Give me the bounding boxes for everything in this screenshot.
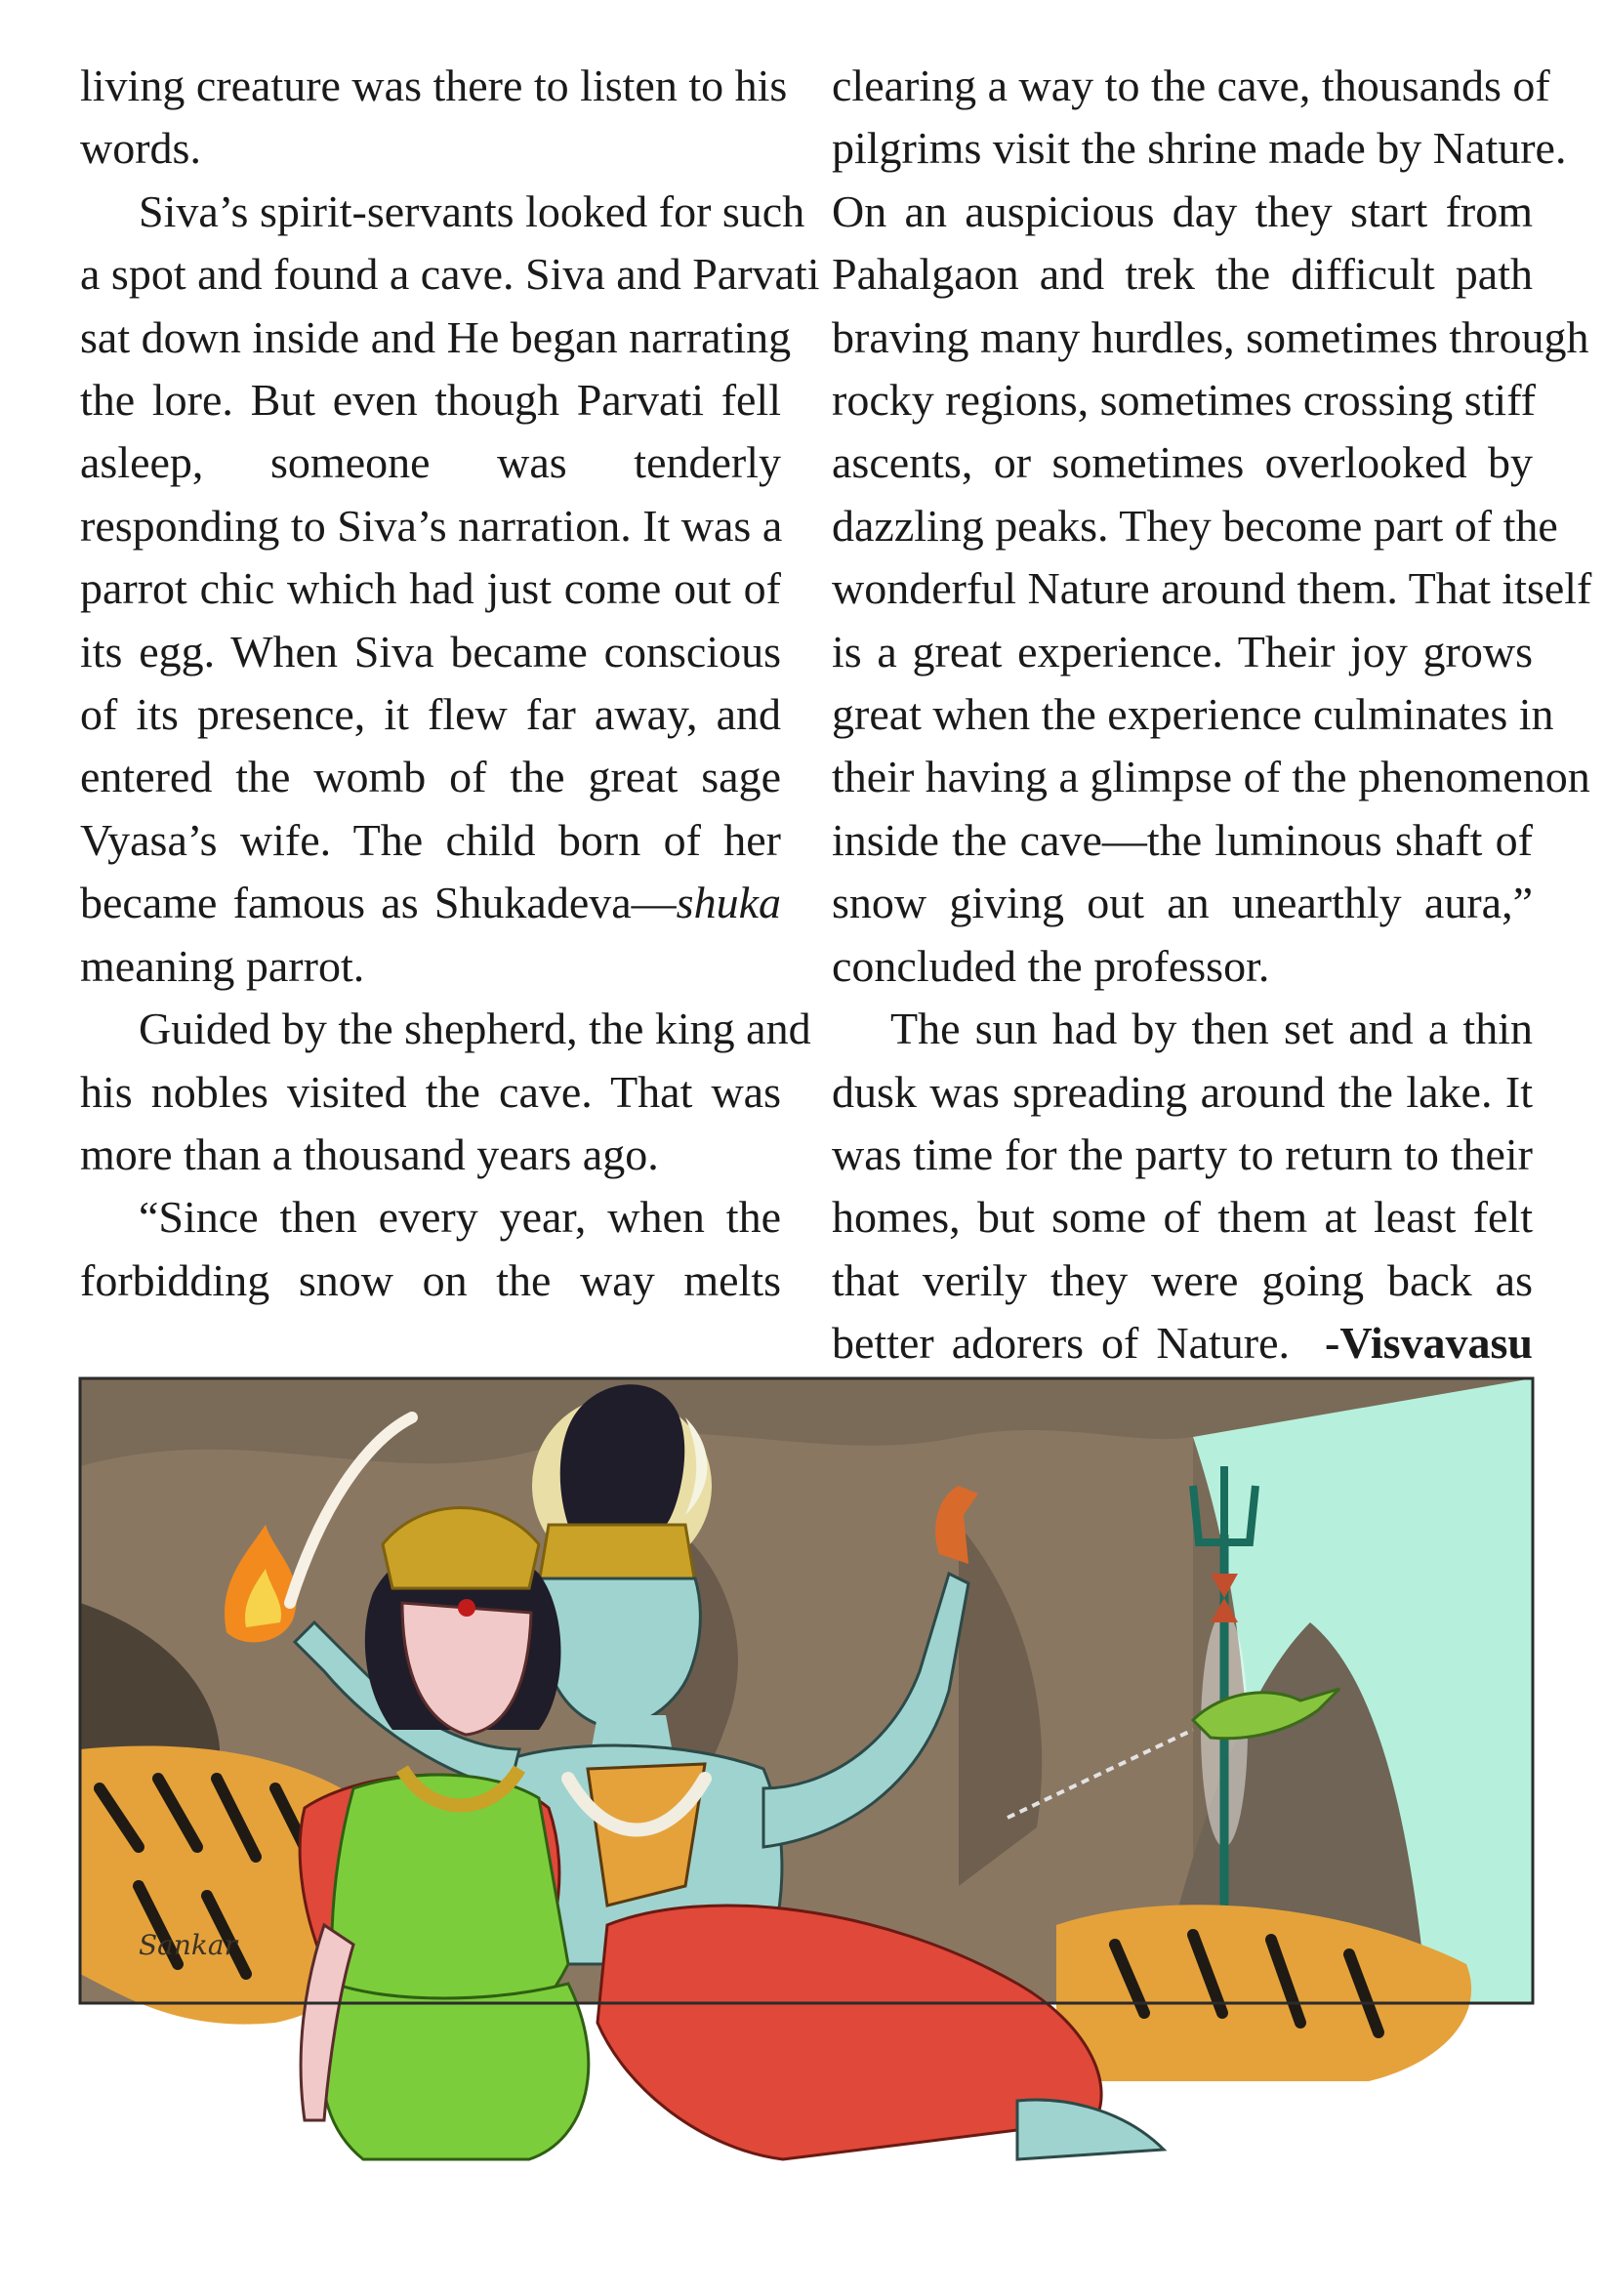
text-line: [80, 998, 811, 1060]
text-line: [832, 369, 1536, 431]
text-line-content: concluded the professor.: [832, 940, 1270, 991]
text-line-content: On an auspicious day they start from: [832, 185, 1533, 236]
text-line-content: of its presence, it flew far away, and: [80, 689, 781, 740]
text-line-content: its egg. When Siva became conscious: [80, 626, 781, 676]
text-line: [832, 621, 1533, 683]
text-line-content: sat down inside and He began narrating: [80, 311, 792, 362]
text-line-content: snow giving out an unearthly aura,”: [832, 878, 1533, 928]
text-line-content: entered the womb of the great sage: [80, 752, 781, 802]
text-line: [80, 621, 781, 683]
text-line: [832, 1250, 1533, 1312]
text-line-content: dusk was spreading around the lake. It: [832, 1066, 1533, 1117]
text-line-content: meaning parrot.: [80, 940, 365, 991]
text-line-content: responding to Siva’s narration. It was a: [80, 500, 783, 551]
text-line: [80, 181, 805, 243]
text-line: [80, 1250, 781, 1312]
text-line-content: great when the experience culminates in: [832, 689, 1554, 740]
text-line: [80, 117, 781, 180]
text-line: [832, 557, 1592, 620]
text-line-content: that verily they were going back as: [832, 1254, 1533, 1305]
text-line: [832, 243, 1533, 306]
text-line-content: a spot and found a cave. Siva and Parvati: [80, 249, 820, 300]
text-line-content: parrot chic which had just come out of: [80, 563, 781, 614]
text-line: [80, 55, 788, 117]
text-line-content: pilgrims visit the shrine made by Nature.: [832, 123, 1567, 174]
text-line-content: their having a glimpse of the phenomenon: [832, 752, 1590, 802]
text-line: [80, 935, 781, 998]
text-line: [832, 746, 1590, 808]
text-line: [80, 746, 781, 808]
text-line: [80, 1186, 781, 1249]
text-line-content: was time for the party to return to their: [832, 1128, 1533, 1179]
text-line-content: the lore. But even though Parvati fell: [80, 375, 781, 426]
text-line-content: ascents, or sometimes overlooked by: [832, 437, 1533, 488]
text-line: [80, 243, 820, 306]
text-line: [832, 998, 1533, 1060]
italic-term: shuka: [676, 878, 781, 928]
text-line-content: The sun had by then set and a thin: [890, 1004, 1533, 1054]
artist-signature: Sankar: [139, 1929, 237, 1961]
illustration-svg: [80, 1378, 1533, 2296]
siva-crown: [539, 1525, 695, 1583]
text-line-content: clearing a way to the cave, thousands of: [832, 61, 1550, 110]
text-line-content: his nobles visited the cave. That was: [80, 1066, 781, 1117]
text-line-content: words.: [80, 123, 201, 174]
text-line-content: rocky regions, sometimes crossing stiff: [832, 375, 1536, 426]
text-line-content: homes, but some of them at least felt: [832, 1192, 1533, 1243]
author-name: -Visvavasu: [1325, 1318, 1534, 1369]
text-line: [80, 495, 781, 557]
text-line-content: inside the cave—the luminous shaft of: [832, 814, 1533, 865]
text-line: [832, 935, 1533, 998]
text-line: [832, 117, 1567, 180]
text-line-content: Vyasa’s wife. The child born of her: [80, 814, 781, 865]
text-line: [832, 431, 1533, 494]
text-line-content: dazzling peaks. They become part of the: [832, 500, 1558, 551]
text-line: [832, 495, 1558, 557]
siva-foot: [1017, 2100, 1164, 2159]
text-line: [80, 431, 781, 494]
text-line: [80, 809, 781, 872]
text-line: [80, 1061, 781, 1124]
text-line-content: “Since then every year, when the: [139, 1192, 781, 1243]
text-line: [80, 872, 781, 934]
text-line: [80, 369, 781, 431]
right-text-column: [832, 55, 1592, 1375]
left-text-column: [80, 55, 820, 1312]
text-line: [80, 557, 781, 620]
text-line: [832, 1312, 1533, 1374]
text-line: [80, 683, 781, 746]
text-line: [832, 181, 1533, 243]
text-line: [832, 55, 1550, 117]
siva-parvati-illustration: [80, 1378, 1533, 1993]
text-line-content: became famous as Shukadeva—: [80, 878, 677, 928]
text-line-content: is a great experience. Their joy grows: [832, 626, 1533, 676]
text-line-content: Pahalgaon and trek the difficult path: [832, 249, 1533, 300]
parvati-lower-garment: [322, 1984, 589, 2159]
text-line-content: Siva’s spirit-servants looked for such: [139, 185, 805, 236]
text-line: [832, 809, 1533, 872]
text-line-content: forbidding snow on the way melts: [80, 1254, 781, 1305]
text-line-content: asleep, someone was tenderly: [80, 437, 781, 488]
text-line: [832, 1124, 1533, 1186]
text-line: [832, 683, 1554, 746]
text-line-content: more than a thousand years ago.: [80, 1128, 659, 1179]
text-line-content: better adorers of Nature.: [832, 1318, 1291, 1369]
text-line: [832, 1186, 1533, 1249]
text-line: [80, 1124, 781, 1186]
text-line: [80, 307, 792, 369]
text-line-content: wonderful Nature around them. That itself: [832, 563, 1592, 614]
text-line-content: living creature was there to listen to his: [80, 61, 788, 110]
text-line: [832, 1061, 1533, 1124]
text-line: [832, 307, 1589, 369]
parvati-bindi: [458, 1599, 475, 1617]
text-line-content: braving many hurdles, sometimes through: [832, 311, 1589, 362]
text-line-content: Guided by the shepherd, the king and: [139, 1004, 811, 1054]
text-line: [832, 872, 1533, 934]
